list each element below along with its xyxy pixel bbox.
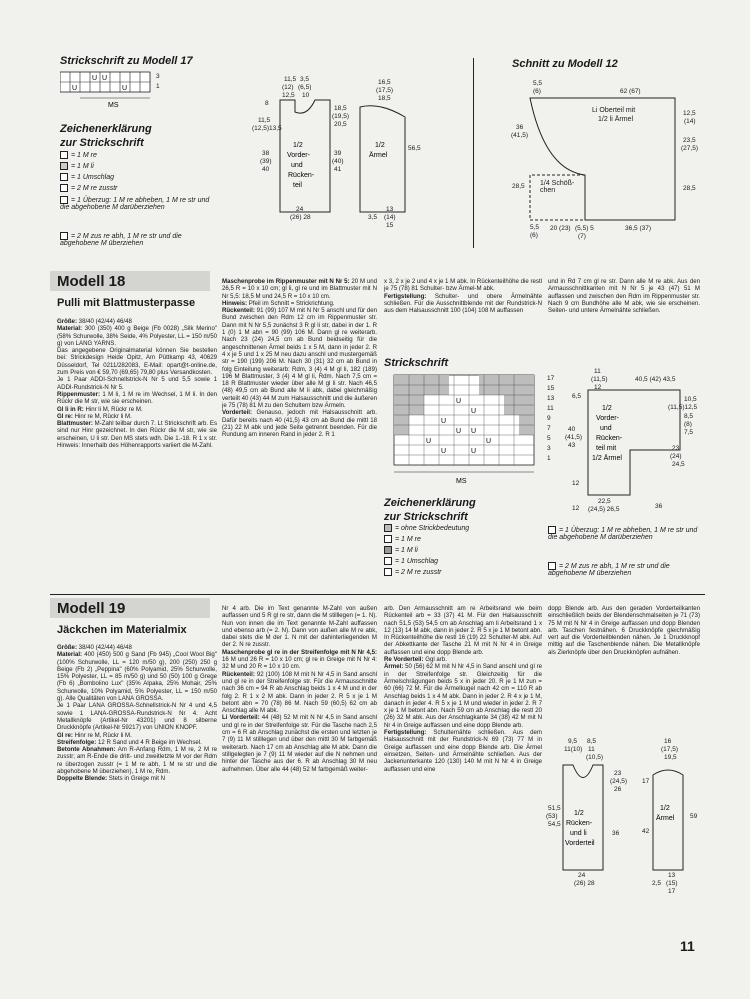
m18s-label: 7,5 — [684, 429, 694, 436]
m18-row: 3 — [547, 445, 551, 452]
modell19-col4: dopp Blende arb. Aus den geraden Vorderteilkanten einschließlich beids der Blendenschmalseiten je 71 (73) 75 M mit N Nr 4 in Greige auffassen und dopp Blenden arb. Taschen festnähen. 6 Druckknöpfe gleichmäßig vert auf die Vorderteilblenden nähen. Je 1 Druckknopf mittig auf die Taschenblende nähen. Die Metallknöpfe als Zierknöpfe über den Druckknöpfen aufnähen. — [548, 605, 700, 656]
modell18-subtitle: Pulli mit Blattmusterpasse — [57, 297, 196, 309]
section-rule — [50, 594, 705, 595]
m18-stitch-chart — [384, 372, 544, 487]
svg-text:Vorderteil: Vorderteil — [565, 840, 595, 847]
m18s-label: (11,5)12,5 — [668, 404, 698, 411]
m18s-label: (24,5) 26,5 — [588, 506, 620, 513]
svg-text:U: U — [72, 85, 78, 92]
s12-label: 28,5 — [512, 183, 525, 190]
m18s-label: 24,5 — [672, 461, 685, 468]
m18-legend-item: = 1 Umschlag — [384, 557, 438, 565]
schnitt12-title: Schnitt zu Modell 12 — [512, 58, 618, 70]
modell18-title: Modell 18 — [57, 273, 126, 290]
s12-label: 28,5 — [683, 185, 696, 192]
m18s-label: (8) — [684, 421, 692, 428]
m18s-label: 23 — [672, 445, 680, 452]
s12-label: 23,5 — [683, 137, 696, 144]
m19s-label: 17 — [642, 778, 650, 785]
m18-row: 15 — [547, 385, 555, 392]
m19s-label: 9,5 — [568, 738, 578, 745]
m18s-label: 8,5 — [684, 413, 694, 420]
svg-text:1/2: 1/2 — [660, 805, 670, 812]
m19s-label: 26 — [614, 786, 622, 793]
modell18-col2: Maschenprobe im Rippenmuster mit N Nr 5: 20 M und 26,5 R = 10 x 10 cm; gl li, gl re und im Blattmuster mit N Nr 5,5: 18,5 M und 24,5 R = 10 x 10 cm. Hinweis: Pfeil im Schnitt = Strickrichtung. Rückenteil: 91 (99) 107 M mit N Nr 5 anschl und für den Bund zwischen den Rdm 12 cm im Rippenmuster str. Dann mit N Nr 5,5 zunächst 3 R gl li str, dabei in der 1. R 1 (0) 1 M abn = 90 (99) 106 M. Dann gl re weiterarb. Nach 23 (24) 24,5 cm ab Bund beidseitig für die angeschnittenen Ärmel beids 1 x 5 M, dann in jeder 2. R 4 x je 5 und 1 x 25 M neu dazu anschl und mustergemäß str = 190 (199) 206 M. Nach 30 (31) 32 cm ab Bund in folg Einteilung weiterarb: Rdm, 3 (4) 4 M gl li, 182 (189) 196 M Blattmuster, 3 (4) 4 M gl li, Rdm. Nach 7,5 cm = 18 R Blattmuster wieder über alle M gl li str. Nach 46,5 (48) 49,5 cm ab Bund alle M li abk, dabei gleichmäßig verteilt 40 (43) 44 M zum Halsausschnitt und die äußeren je 75 (78) 81 M zu den Schultern bzw Ärmeln. Vorderteil: Genauso, jedoch mit Halsausschnitt arb. Dafür bereits nach 40 (41,5) 43 cm ab Bund die mittl 18 (21) 22 M abk und jede Seite getrennt beenden. Für die Rundung am inneren Rand in jeder 2. R 1 — [222, 278, 377, 439]
legend17-item: = 2 M zus re abh, 1 M re str und die abgehobene M überziehen — [60, 232, 182, 247]
svg-text:Rücken-: Rücken- — [596, 435, 623, 442]
m19s-label: (26) 28 — [574, 880, 595, 887]
svg-text:U: U — [471, 448, 477, 455]
modell19-col3: arb. Den Armausschnitt am re Arbeitsrand wie beim Rückenteil arb = 33 (37) 41 M. Für den Halsausschnitt nach 51,5 (53) 54,5 cm ab Anschlag am li Arbeitsrand 1 x 12 (13) 14 M abk, dann in jeder 2. R 5 x je 1 M betont abn. In Rückenteilhöhe die restl 16 (19) 22 Schulter-M abk. Auf der Abkettkante der Tasche 21 M mit N Nr 4 in Greige auffassen und eine dopp Blende arb. Re Vorderteil: Ggl arb. Ärmel: 50 (56) 62 M mit N Nr 4,5 in Sand anschl und gl re in der Streifenfolge str. Gleichzeitig für die Ärmelschrägungen beids 5 x in jeder 20. R je 1 M zun = 60 (66) 72 M. Für die Ärmelkugel nach 42 cm = 110 R ab Anschlag beids 1 x 4 M abk. Dann in jeder 2. R 4 x je 1 M, danach in jeder 4. R 5 x je 1 M und wieder in jeder 2. R 7 x je 1 M betont abn. Nach 59 cm ab Anschlag die restl 20 (26) 32 M abk. Aus der Anschlagkante 34 (38) 42 M mit N Nr 4 in Greige auffassen und eine dopp Blende arb. Fertigstellung: Schulternähte schließen. Aus dem Halsausschnitt mit der Rundstrick-N 69 (73) 77 M in Greige auffassen und eine dopp Blende arb. Die Ärmel einsetzen, Seiten- und Ärmelnähte schließen. Aus der Jackenunterkante 120 (130) 140 M mit N Nr 4 in Greige auffassen und eine — [384, 605, 542, 773]
m18s-label: 36 — [655, 503, 663, 510]
m19s-label: (17,5) — [661, 746, 678, 753]
m18-row: 11 — [547, 405, 554, 412]
svg-text:U: U — [92, 75, 98, 82]
svg-text:Ärmel: Ärmel — [369, 152, 388, 159]
m19s-label: (15) — [666, 880, 678, 887]
svg-text:U: U — [486, 438, 492, 445]
s12-label: Li Oberteil mit — [592, 107, 636, 114]
s17-label: 16,5 — [378, 79, 391, 86]
m18-row: 9 — [547, 415, 551, 422]
stitch17-title: Strickschrift zu Modell 17 — [60, 55, 193, 67]
m19s-label: 42 — [642, 828, 650, 835]
s17-label: 56,5 — [408, 145, 421, 152]
s12-label: 5,5 — [533, 80, 543, 87]
m18-chart-title: Strickschrift — [384, 357, 449, 369]
s17-label: (12) — [282, 84, 294, 91]
svg-text:U: U — [456, 428, 462, 435]
m18s-label: (11,5) — [591, 376, 608, 383]
svg-text:Vorder-: Vorder- — [596, 415, 619, 422]
modell19-col1: Größe: 38/40 (42/44) 46/48 Material: 400 (450) 500 g Sand (Fb 945) „Cool Wool Big" (100% Schurwolle, LL = 120 m/50 g), 200 (250) 250 g Beige (Fb 2) „Peppina" (60% Polyamid, 25% Schurwolle, 15% Polyester, LL = 85 m/50 g) und 50 (50) 100 g Grege (Fb 6) „Bombolino Lux" (35% Alpaka, 25% Mohair, 25% Schurwolle, 10% Polyamid, 5% Polyester, LL = 150 m/50 g). Alle Qualitäten von LANA GROSSA. Je 1 Paar LANA GROSSA-Schnellstrick-N Nr 4 und 4,5 sowie 1 LANA-GROSSA-Rundstrick-N Nr 4. Acht Metallknöpfe (Artikel-Nr 43201) und 8 silberne Druckknöpfe (Artikel-Nr 59217) von UNION KNOPF. Gl re: Hinr re M, Rückr li M. Streifenfolge: 12 R Sand und 4 R Beige im Wechsel. Betonte Abnahmen: Am R-Anfang Rdm, 1 M re, 2 M re zusstr; am R-Ende die dritt- und zweitletzte M vor der Rdm re überzogen zusstr (= 1 M re abh, 1 M re str und die abgehobene M überziehen), 1 M re, Rdm. Doppelte Blende: Stets in Greige mit N — [57, 644, 217, 783]
s17-label: 20,5 — [334, 121, 347, 128]
s17-label: 3,5 — [368, 214, 378, 221]
m18-row: 1 — [547, 455, 551, 462]
s12-label: 12,5 — [683, 110, 696, 117]
m18-legend-title1: Zeichenerklärung — [384, 497, 476, 509]
page-number: 11 — [680, 938, 695, 954]
modell18-col3: x 3, 2 x je 2 und 4 x je 1 M abk. In Rückenteilhöhe die restl je 75 (78) 81 Schulter- bzw Ärmel-M abk. Fertigstellung: Schulter- und obere Ärmelnähte schließen. Für die Ausschnittblende mit der Rundstrick-N aus dem Halsausschnitt 100 (104) 108 M auffassen — [384, 278, 542, 315]
svg-text:1/2: 1/2 — [375, 142, 385, 149]
m19s-label: 16 — [664, 738, 672, 745]
svg-text:U: U — [441, 448, 447, 455]
svg-text:1/2: 1/2 — [293, 142, 303, 149]
m19s-label: 36 — [612, 830, 620, 837]
s12-label: (41,5) — [511, 132, 528, 139]
m18s-label: 40,5 (42) 43,5 — [635, 376, 676, 383]
m19s-label: 11 — [588, 746, 595, 753]
s17-label: (17,5) — [376, 87, 393, 94]
legend17-title1: Zeichenerklärung — [60, 123, 152, 135]
s17-label: (12,5)13,5 — [252, 125, 282, 132]
m18s-label: 12 — [572, 480, 580, 487]
m18s-label: (41,5) — [565, 434, 582, 441]
modell19-title: Modell 19 — [57, 600, 126, 617]
svg-text:und: und — [600, 425, 612, 432]
m19s-label: 2,5 — [652, 880, 662, 887]
m18-row: 13 — [547, 395, 555, 402]
s17-label: 18,5 — [378, 95, 391, 102]
s12-label: 5,5 — [530, 224, 540, 231]
m18-legend-item: = 1 M re — [384, 535, 421, 543]
m18s-label: 40 — [568, 426, 576, 433]
m18s-label: 12 — [572, 505, 580, 512]
svg-text:Rücken-: Rücken- — [566, 820, 593, 827]
s17-label: 38 — [262, 150, 270, 157]
m19s-label: 59 — [690, 813, 698, 820]
svg-text:U: U — [102, 75, 108, 82]
m19s-label: 23 — [614, 770, 622, 777]
s17-label: 18,5 — [334, 105, 347, 112]
modell19-subtitle: Jäckchen im Materialmix — [57, 624, 187, 636]
m19s-label: 19,5 — [664, 754, 677, 761]
m19s-label: (10,5) — [586, 754, 603, 761]
s12-label: (6) — [530, 232, 538, 239]
legend17-item: = 1 Umschlag — [60, 173, 114, 181]
svg-text:U: U — [441, 418, 447, 425]
svg-text:1/2: 1/2 — [574, 810, 584, 817]
modell18-col4: und in Rd 7 cm gl re str. Dann alle M re abk. Aus den Armausschnittkanten mit N Nr 5 je 43 (47) 51 M auffassen und zwischen den Rdm im Rippenmuster str. Nach 9 cm Bundhöhe alle M abk, wie sie erscheinen. Seiten- und untere Ärmelnähte schließen. — [548, 278, 700, 315]
divider — [473, 58, 474, 248]
m18s-label: 10,5 — [684, 396, 697, 403]
modell18-col1: Größe: 38/40 (42/44) 46/48 Material: 300 (350) 400 g Beige (Fb 0028) „Silk Merino" (58% Schurwolle, 38% Seide, 4% Polyester, LL = 150 m/50 g) von LANG YARNS. Das angegebene Originalmaterial können Sie bestellen bei: Strickdesign Heide Opitz, Am Püttkamp 43, 40629 Düsseldorf, Tel 0211/282083, E-Mail: opart@t-online.de, zum Preis von € 59,70 (69,65) 79,80 plus Versandkosten. Je 1 Paar ADDI-Schnellstrick-N Nr 5 und 5,5 sowie 1 ADDI-Rundstrick-N Nr 5. Rippenmuster: 1 M li, 1 M re im Wechsel, 1 M li. In den Rückr die M str, wie sie erscheinen. Gl li in R: Hinr li M, Rückr re M. Gl re: Hinr re M, Rückr li M. Blattmuster: M-Zahl teilbar durch 7. Lt Strickschrift arb. Es sind nur Hinr gezeichnet. In den Rückr die M str, wie sie erscheinen, U li str. Den MS stets wdh. Die 1.-18. R 1 x str. Hinweis: Innerhalb des Höhenrapports variiert die M-Zahl. — [57, 318, 217, 450]
svg-text:U: U — [471, 408, 477, 415]
m18-row: 7 — [547, 425, 551, 432]
s17-label: 8 — [265, 100, 269, 107]
m18-legend-right: = 2 M zus re abh, 1 M re str und die abgehobene M überziehen — [548, 562, 670, 577]
s17-label: (14) — [384, 214, 396, 221]
s17-label: 13 — [386, 206, 394, 213]
s17-label: (39) — [260, 158, 272, 165]
svg-text:U: U — [456, 398, 462, 405]
m18s-label: 11 — [594, 368, 601, 375]
stitch17-chart — [60, 70, 170, 110]
s17-label: 11,5 — [284, 76, 297, 83]
s17-label: (26) 28 — [290, 214, 311, 221]
s12-label: (5,5) 5 — [575, 225, 594, 232]
m19s-label: (24,5) — [610, 778, 627, 785]
m18-legend-item: = 2 M re zusstr — [384, 568, 441, 576]
svg-text:Rücken-: Rücken- — [288, 172, 315, 179]
s17-label: 10 — [302, 92, 310, 99]
m18s-label: 43 — [568, 442, 576, 449]
legend17-item: = 1 M li — [60, 162, 94, 170]
m18s-label: 12 — [594, 384, 602, 391]
m19-schema — [548, 745, 703, 885]
m18-row: 5 — [547, 435, 551, 442]
s12-label: (14) — [684, 118, 696, 125]
svg-text:1/2: 1/2 — [602, 405, 612, 412]
svg-text:teil mit: teil mit — [596, 445, 617, 452]
s12-label: 1/4 Schöß- chen — [540, 180, 575, 194]
svg-text:und: und — [291, 162, 303, 169]
modell19-col2: Nr 4 arb. Die im Text genannte M-Zahl von außen auffassen und 5 R gl re str, dann die M stilllegen (= 1. N). Nun von innen die im Text genannte M-Zahl auffassen und ebenso arb (= 2. N). Dann von außen alle M re abk, dabei stets die M der 1. N mit der dahinterliegenden M der 2. N re zusstr. Maschenprobe gl re in der Streifenfolge mit N Nr 4,5: 16 M und 26 R = 10 x 10 cm; gl re in Greige mit N Nr 4: 32 M und 20 R = 10 x 10 cm. Rückenteil: 92 (100) 108 M mit N Nr 4,5 in Sand anschl und gl re in der Streifenfolge str. Für die Armausschnitte nach 36 cm = 94 R ab Anschlag beids 1 x 4 M und in der folg 2. R 1 x 2 M abk. Dann in jeder 2. R 5 x je 1 M betont abn = 70 (78) 86 M. Nach 59 (60,5) 62 cm ab Anschlag alle M abk. Li Vorderteil: 44 (48) 52 M mit N Nr 4,5 in Sand anschl und gl re in der Streifenfolge str. Für die Tasche nach 2,5 cm = 6 R ab Anschlag zunächst die ersten und letzten je 7 (9) 11 M stilllegen und über den mittl 30 M farbgemäß weiterarb. Nach 17 cm ab Anschlag alle M abk. Dann die stillgelegten je 7 (9) 11 M wieder auf die N nehmen und hinter der Tasche aus der 6. R ab Anschlag 30 M neu aufnehmen. Über alle 44 (48) 52 M farbgemäß weiter- — [222, 605, 377, 773]
svg-text:Vorder-: Vorder- — [287, 152, 310, 159]
m18-legend-item: = ohne Strickbedeutung — [384, 524, 469, 532]
m19s-label: 24 — [578, 872, 586, 879]
svg-text:U: U — [426, 438, 432, 445]
svg-text:und li: und li — [570, 830, 587, 837]
m18-row: 17 — [547, 375, 555, 382]
s17-label: 39 — [334, 150, 342, 157]
legend17-title2: zur Strickschrift — [60, 137, 144, 149]
s17-label: 15 — [386, 222, 394, 229]
m18-legend-title2: zur Strickschrift — [384, 511, 468, 523]
m18-legend-item: = 1 M li — [384, 546, 418, 554]
m19s-label: 11(10) — [564, 746, 583, 753]
m19s-label: 8,5 — [587, 738, 597, 745]
svg-text:teil: teil — [293, 182, 302, 189]
s17-label: 11,5 — [258, 117, 271, 124]
m18s-label: 22,5 — [598, 498, 611, 505]
m18s-label: 6,5 — [572, 393, 582, 400]
m19s-label: 13 — [668, 872, 676, 879]
stitch17-row: 3 — [156, 73, 160, 80]
svg-text:U: U — [471, 428, 477, 435]
s12-label: 36 — [516, 124, 524, 131]
s17-label: 24 — [296, 206, 304, 213]
s12-label: 36,5 (37) — [625, 225, 652, 232]
legend17-item: = 2 M re zusstr — [60, 184, 117, 192]
legend17-item: = 1 M re — [60, 151, 97, 159]
m18s-label: (24) — [670, 453, 682, 460]
s17-label: 40 — [262, 166, 270, 173]
m19s-label: (53) — [546, 813, 558, 820]
s12-label: 1/2 li Ärmel — [598, 116, 634, 123]
legend17-item: = 1 Überzug: 1 M re abheben, 1 M re str und die abgehobene M darüberziehen — [60, 196, 210, 211]
s17-label: 3,5 — [300, 76, 310, 83]
s12-label: 20 (23) — [550, 225, 571, 232]
m18-chart-ms: MS — [456, 478, 467, 485]
s17-label: 12,5 — [282, 92, 295, 99]
m19s-label: 17 — [668, 888, 676, 895]
s12-label: (7) — [578, 233, 586, 240]
m19s-label: 51,5 — [548, 805, 561, 812]
s17-label: (40) — [332, 158, 344, 165]
s12-label: 62 (67) — [620, 88, 641, 95]
schnitt12-diagram — [500, 80, 700, 240]
m19s-label: 54,5 — [548, 821, 561, 828]
s17-label: (19,5) — [332, 113, 349, 120]
m18-legend-right: = 1 Überzug: 1 M re abheben, 1 M re str und die abgehobene M darüberziehen — [548, 526, 698, 541]
svg-text:U: U — [122, 85, 128, 92]
s12-label: (27,5) — [681, 145, 698, 152]
stitch17-row: 1 — [156, 83, 160, 90]
stitch17-ms: MS — [108, 102, 119, 109]
svg-text:1/2 Ärmel: 1/2 Ärmel — [592, 455, 622, 462]
svg-text:Ärmel: Ärmel — [656, 815, 675, 822]
s17-label: (6,5) — [298, 84, 312, 91]
s17-label: 41 — [334, 166, 342, 173]
s12-label: (6) — [533, 88, 541, 95]
